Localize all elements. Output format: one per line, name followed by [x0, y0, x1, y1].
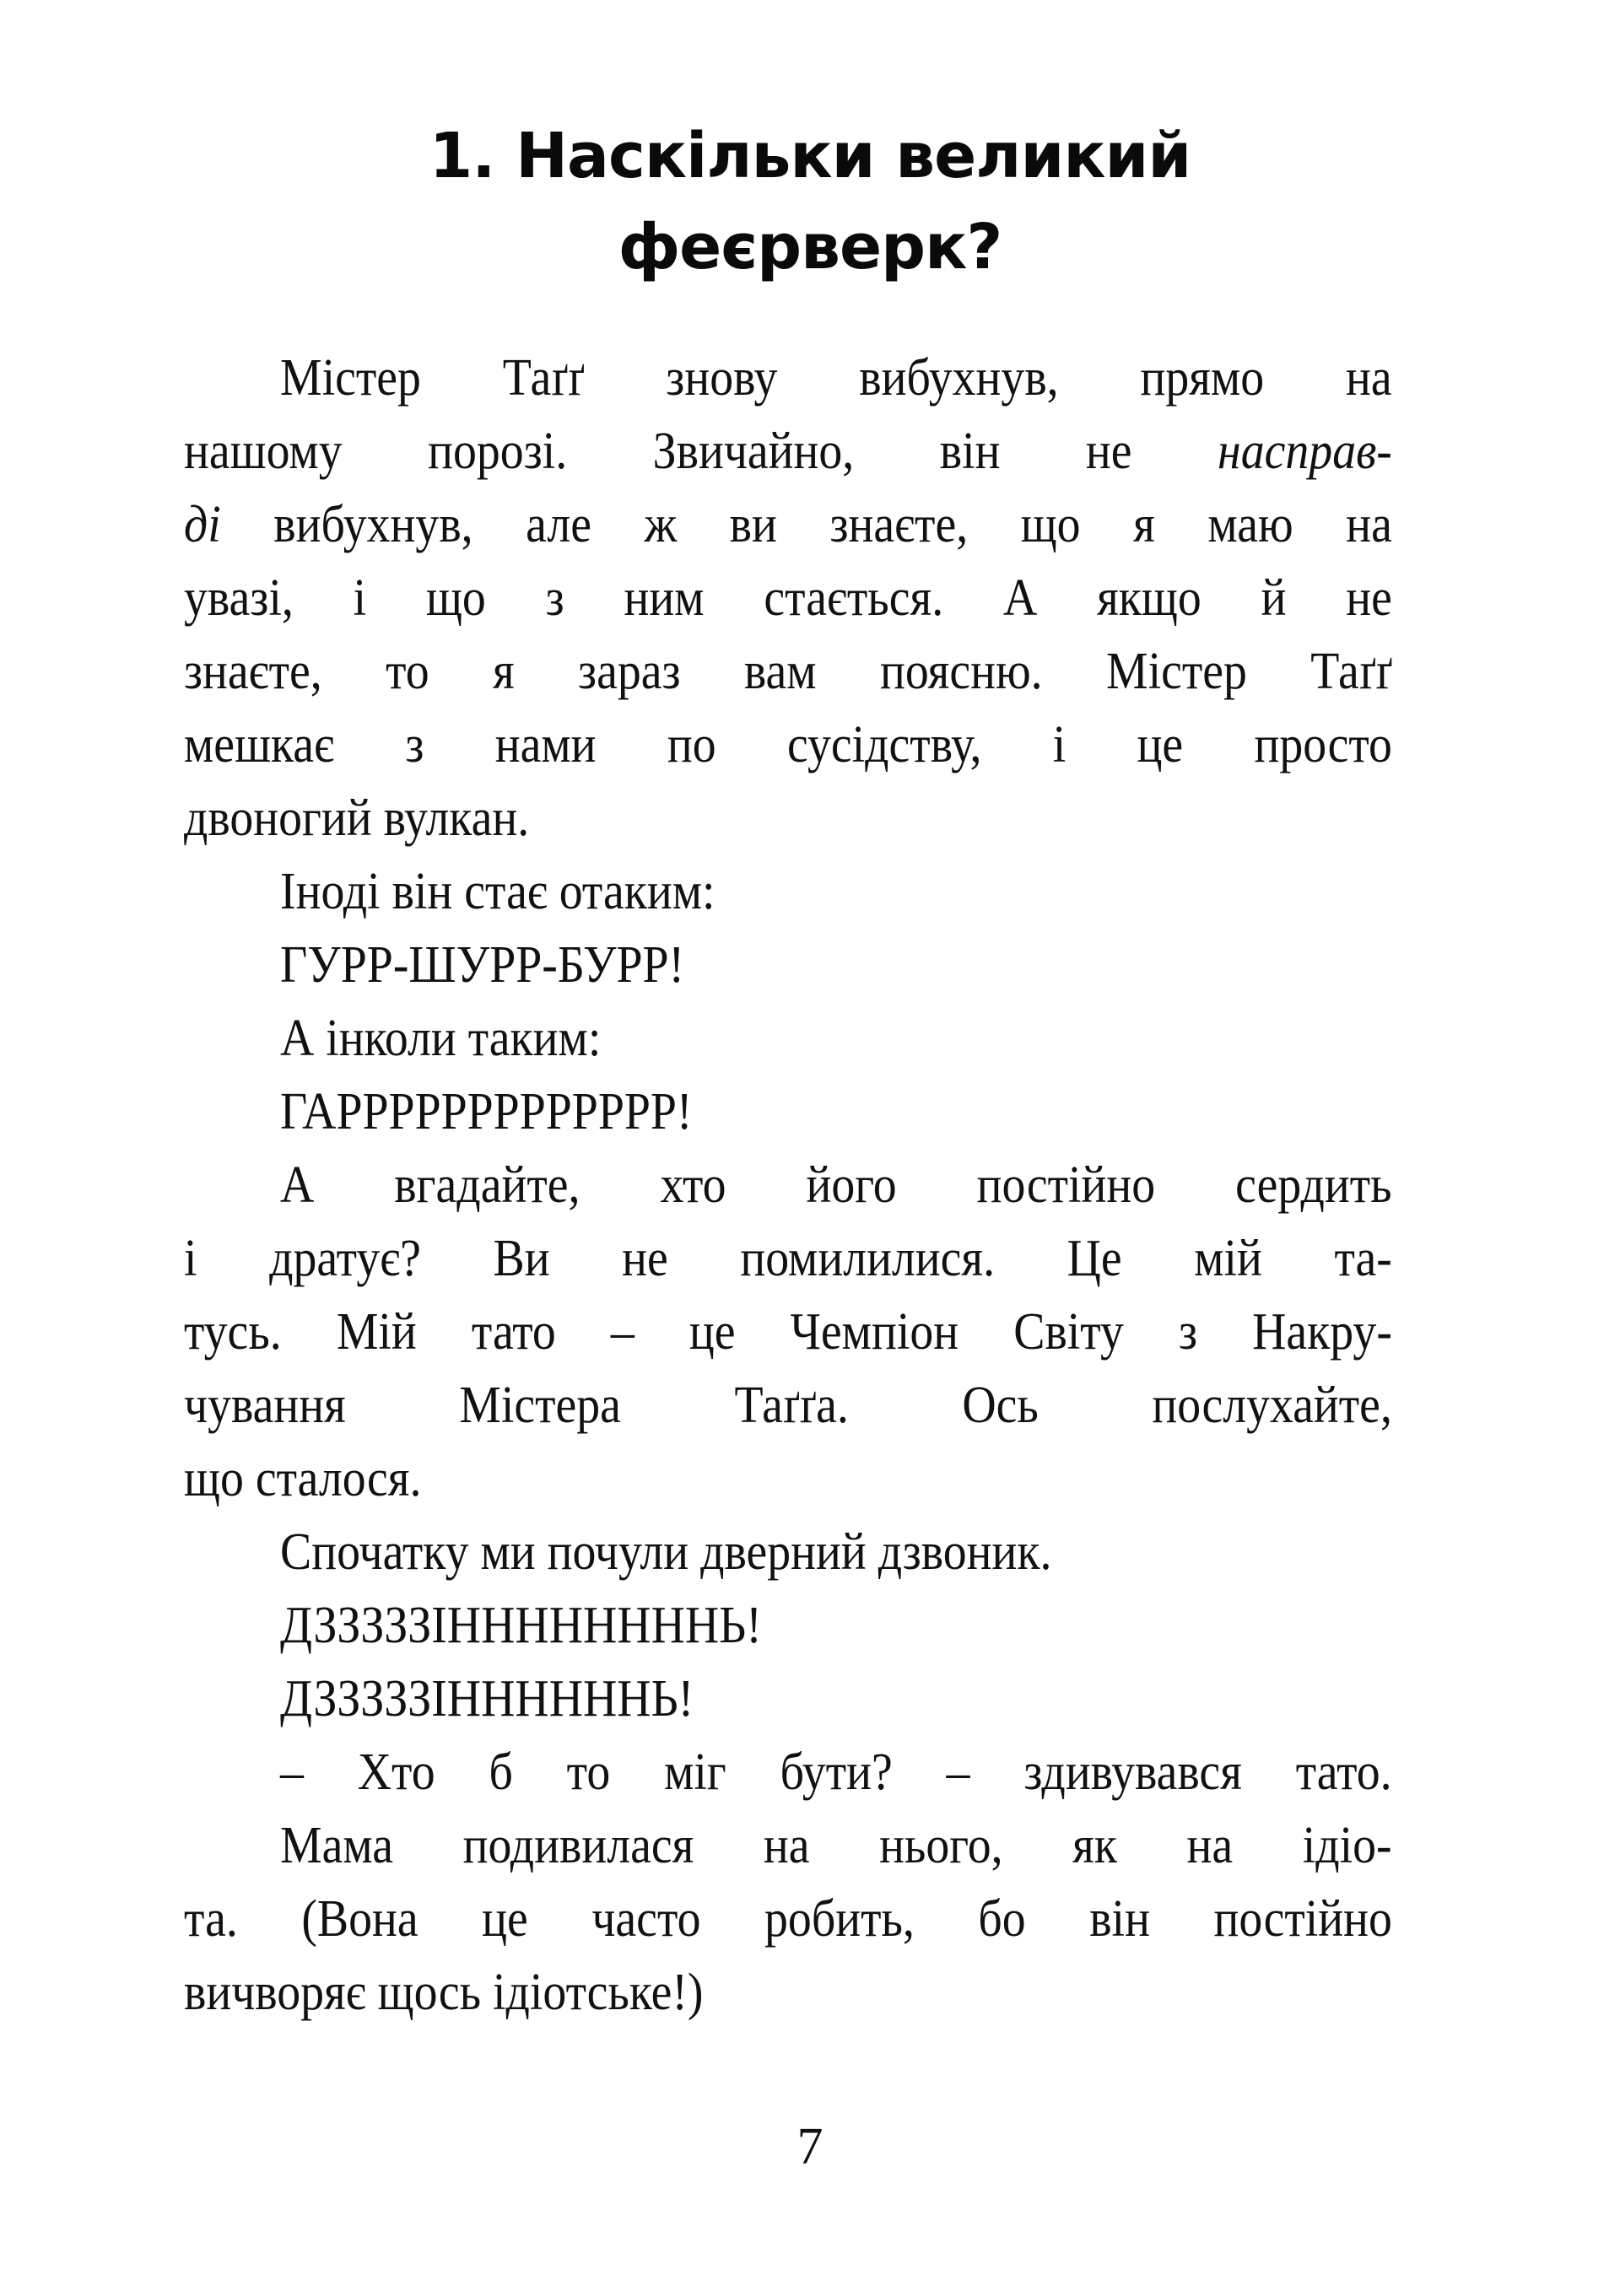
onomatopoeia-line: ГАРРРРРРРРРРРРР! — [280, 1083, 693, 1140]
onomatopoeia-line: ГУРР-ШУРР-БУРР! — [280, 936, 685, 994]
text-line: мешкає з нами по сусідству, і це просто — [184, 716, 1392, 773]
text-line: що сталося. — [184, 1450, 422, 1507]
chapter-title-line-1: 1. Наскільки великий — [429, 120, 1191, 192]
text-line: ді вибухнув, але ж ви знаєте, що я маю на — [184, 496, 1392, 553]
text-line: вичворяє щось ідіотське!) — [184, 1964, 704, 2021]
text-line: А вгадайте, хто його постійно сердить — [280, 1156, 1392, 1214]
text-line: нашому порозі. Звичайно, він не насправ- — [184, 423, 1392, 480]
text-line: та. (Вона це часто робить, бо він постійно — [184, 1890, 1392, 1948]
onomatopoeia-line: ДЗЗЗЗЗІННННННЬ! — [280, 1670, 694, 1727]
chapter-title-line-2: феєрверк? — [618, 211, 1002, 283]
text-line: Іноді він стає отаким: — [280, 863, 716, 920]
text-line: Спочатку ми почули дверний дзвоник. — [280, 1523, 1052, 1581]
text-line: знаєте, то я зараз вам поясню. Містер Таґґ — [184, 643, 1392, 700]
dialogue-line: – Хто б то міг бути? – здивувався тато. — [280, 1744, 1392, 1801]
text-line: і дратує? Ви не помилилися. Це мій та- — [184, 1230, 1392, 1287]
italic-emphasis: насправ- — [1218, 423, 1392, 480]
italic-emphasis: ді — [184, 496, 221, 553]
text-line: Мама подивилася на нього, як на ідіо- — [280, 1817, 1392, 1874]
text-line: чування Містера Таґґа. Ось послухайте, — [184, 1377, 1392, 1434]
text-line: увазі, і що з ним стається. А якщо й не — [184, 569, 1392, 627]
page-number: 7 — [796, 2118, 824, 2175]
text-line: А інколи таким: — [280, 1010, 602, 1067]
text-line: тусь. Мій тато – це Чемпіон Світу з Накру- — [184, 1303, 1392, 1361]
text-line: Містер Таґґ знову вибухнув, прямо на — [280, 349, 1392, 407]
onomatopoeia-line: ДЗЗЗЗЗІННННННННЬ! — [280, 1597, 762, 1654]
text-line: двоногий вулкан. — [184, 790, 530, 847]
